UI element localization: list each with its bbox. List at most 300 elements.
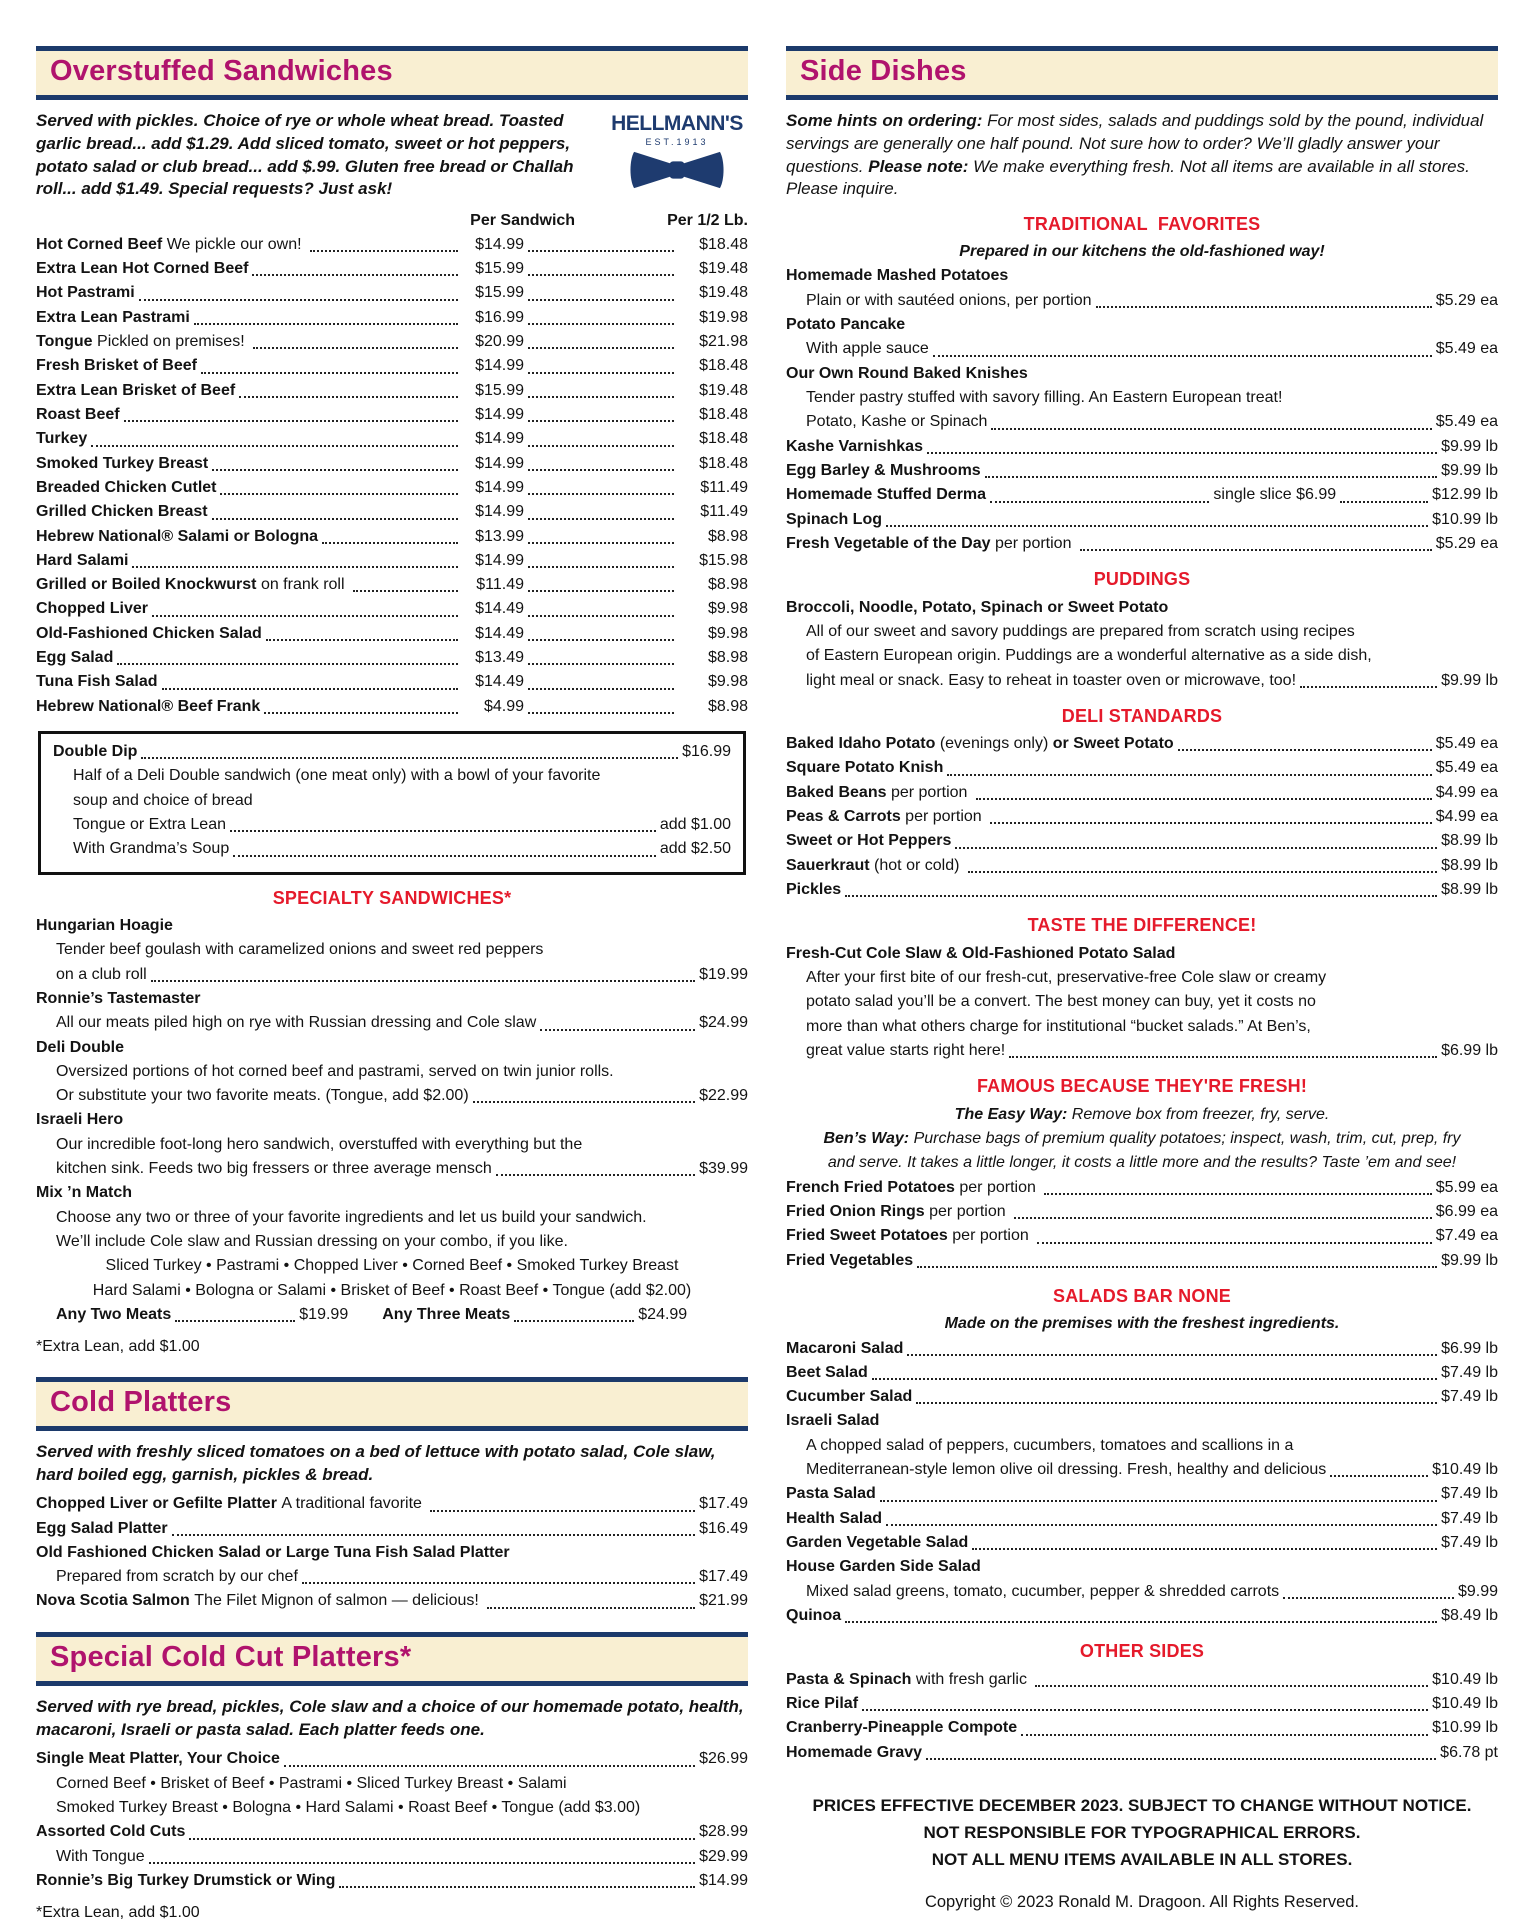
item-price: $10.49 lb — [1432, 1670, 1498, 1688]
section-title: Side Dishes — [800, 55, 967, 87]
item-name: Garden Vegetable Salad — [786, 1534, 969, 1551]
item-text: Mixed salad greens, tomato, cucumber, pepper & shredded carrots — [806, 1582, 1280, 1600]
menu-line — [36, 1772, 748, 1796]
menu-line — [786, 1127, 1498, 1151]
menu-item-row — [36, 354, 748, 378]
section-title: Special Cold Cut Platters* — [50, 1640, 412, 1673]
item-name: Baked Beans — [786, 783, 887, 801]
menu-line — [786, 362, 1498, 386]
dotted-leader — [880, 1500, 1437, 1502]
dotted-leader — [927, 452, 1437, 454]
bowtie-icon — [629, 149, 725, 191]
item-price: $5.29 ea — [1435, 534, 1498, 552]
dotted-leader — [220, 493, 458, 495]
dotted-leader — [528, 420, 674, 422]
menu-line — [786, 410, 1498, 434]
item-price-sandwich: $11.49 — [476, 576, 524, 594]
menu-line — [36, 1181, 748, 1205]
item-price-halflb: $19.48 — [699, 284, 748, 302]
dotted-leader — [955, 847, 1437, 849]
item-price-halflb: $8.98 — [707, 697, 748, 715]
dotted-leader — [862, 1709, 1428, 1711]
item-desc: Pickled on premises! — [92, 333, 250, 351]
item-name: Hebrew National® Beef Frank — [36, 697, 261, 715]
item-price: $6.99 lb — [1441, 1339, 1498, 1357]
dotted-leader — [917, 1266, 1437, 1268]
dotted-leader — [353, 590, 458, 592]
item-name: Prepared in our kitchens the old-fashioned way! — [959, 243, 1325, 261]
copyright-line: Copyright © 2023 Ronald M. Dragoon. All Rights Reserved. — [924, 1893, 1360, 1912]
menu-line — [36, 963, 748, 987]
item-text: great value starts right here! — [806, 1041, 1006, 1059]
dotted-leader — [528, 566, 674, 568]
dotted-leader — [310, 250, 458, 252]
item-text: per portion — [886, 783, 972, 801]
dotted-leader — [528, 615, 674, 617]
any-three-meats-price: $24.99 — [638, 1305, 688, 1323]
dotted-leader — [496, 1174, 695, 1176]
item-price: $9.99 — [1457, 1582, 1498, 1600]
menu-line — [53, 764, 731, 788]
menu-line — [786, 1741, 1498, 1765]
extra-lean-footnote: *Extra Lean, add $1.00 — [36, 1904, 200, 1922]
dotted-leader — [201, 372, 458, 374]
menu-item-row — [36, 379, 748, 403]
dotted-leader — [528, 493, 674, 495]
item-name: Hard Salami — [36, 551, 129, 569]
menu-line — [786, 1580, 1498, 1604]
item-name: Macaroni Salad — [786, 1339, 904, 1357]
item-price-halflb: $18.48 — [699, 430, 748, 448]
item-name: Double Dip — [53, 743, 138, 761]
menu-line — [786, 1176, 1498, 1200]
menu-line — [786, 1434, 1498, 1458]
dotted-leader — [124, 420, 458, 422]
item-price: $6.99 ea — [1435, 1202, 1498, 1220]
dotted-leader — [1080, 549, 1432, 551]
item-name: Health Salad — [786, 1509, 883, 1527]
menu-line — [786, 644, 1498, 668]
item-text: with fresh garlic — [911, 1670, 1032, 1688]
side-dishes-list — [786, 211, 1498, 1765]
item-text: Choose any two or three of your favorite ingredients and let us build your sandwich. — [56, 1208, 647, 1226]
dotted-leader — [302, 1582, 695, 1584]
menu-line — [53, 813, 731, 837]
item-name: Kashe Varnishkas — [786, 437, 923, 455]
item-name: Chopped Liver — [36, 600, 149, 618]
dotted-leader — [1300, 686, 1437, 688]
dotted-leader — [990, 501, 1209, 503]
item-text: Tender pastry stuffed with savory filling. An Eastern European treat! — [806, 389, 1283, 407]
item-price: $29.99 — [699, 1847, 748, 1865]
menu-line — [786, 805, 1498, 829]
item-name: Hungarian Hoagie — [36, 916, 173, 934]
menu-line — [786, 508, 1498, 532]
item-name: House Garden Side Salad — [786, 1558, 981, 1576]
item-price: $6.78 pt — [1440, 1743, 1498, 1761]
menu-line — [786, 912, 1498, 939]
section-special-cold-cut-platters — [36, 1632, 748, 1925]
item-price: $10.99 lb — [1432, 1719, 1498, 1737]
dotted-leader — [872, 1378, 1437, 1380]
menu-item-row — [36, 573, 748, 597]
dotted-leader — [430, 1510, 695, 1512]
menu-item-row — [36, 281, 748, 305]
item-price-sandwich: $15.99 — [475, 260, 524, 278]
side-dishes-intro — [786, 110, 1498, 200]
menu-line — [786, 1385, 1498, 1409]
item-name: DELI STANDARDS — [1061, 705, 1223, 726]
item-price-sandwich: $13.99 — [475, 527, 524, 545]
item-price-sandwich: $14.99 — [475, 454, 524, 472]
hellmanns-logo-name: HELLMANN'S — [611, 112, 743, 136]
menu-line — [786, 732, 1498, 756]
dotted-leader — [528, 347, 674, 349]
legal-notice-line: NOT RESPONSIBLE FOR TYPOGRAPHICAL ERRORS. — [923, 1822, 1361, 1842]
item-text: Purchase bags of premium quality potatoes; inspect, wash, trim, cut, prep, fry — [909, 1129, 1461, 1147]
dotted-leader — [528, 396, 674, 398]
item-price-sandwich: $20.99 — [475, 333, 524, 351]
item-text: on a club roll — [56, 965, 147, 983]
double-dip-box — [38, 731, 746, 875]
dotted-leader — [968, 871, 1437, 873]
menu-item-row — [36, 427, 748, 451]
menu-line — [786, 942, 1498, 966]
dotted-leader — [926, 1758, 1436, 1760]
menu-line — [786, 532, 1498, 556]
item-price: $9.99 lb — [1441, 437, 1498, 455]
item-name: Turkey — [36, 430, 88, 448]
dotted-leader — [528, 323, 674, 325]
item-price: $39.99 — [699, 1160, 748, 1178]
item-name: Ronnie’s Big Turkey Drumstick or Wing — [36, 1871, 336, 1889]
item-price: $7.49 lb — [1441, 1363, 1498, 1381]
menu-line — [36, 1108, 748, 1132]
item-price-sandwich: $15.99 — [475, 284, 524, 302]
item-price-halflb: $15.98 — [699, 551, 748, 569]
intro-text-1: For most sides, salads and puddings sold by the pound, individual servings are generally one half pound. Not sure how to order? We’ll gladly answer your questions. — [786, 111, 1484, 176]
overstuffed-intro-row — [36, 100, 748, 206]
item-price-halflb: $19.48 — [699, 381, 748, 399]
item-price: $5.49 ea — [1435, 735, 1498, 753]
item-mid-note: single slice $6.99 — [1213, 486, 1337, 504]
menu-item-row — [36, 549, 748, 573]
menu-line — [786, 1361, 1498, 1385]
dotted-leader — [139, 299, 458, 301]
dotted-leader — [91, 445, 458, 447]
any-three-meats-label: Any Three Meats — [382, 1305, 511, 1323]
dotted-leader — [149, 1862, 695, 1864]
item-text: per portion — [990, 534, 1076, 552]
item-price: $17.49 — [699, 1568, 748, 1586]
item-text: (hot or cold) — [869, 856, 964, 874]
item-text: After your first bite of our fresh-cut, preservative-free Cole slaw or creamy — [806, 969, 1327, 987]
item-name: Fresh-Cut Cole Slaw & Old-Fashioned Potato Salad — [786, 944, 1176, 962]
menu-line — [36, 914, 748, 938]
dotted-leader — [976, 798, 1432, 800]
item-price: $16.99 — [682, 743, 731, 761]
sandwich-list — [36, 233, 748, 719]
menu-line — [786, 435, 1498, 459]
menu-line — [36, 1157, 748, 1181]
menu-item-row — [36, 476, 748, 500]
menu-line — [786, 669, 1498, 693]
menu-line — [36, 1541, 748, 1565]
dotted-leader — [1330, 1475, 1428, 1477]
cold-platters-intro: Served with freshly sliced tomatoes on a bed of lettuce with potato salad, Cole slaw, hard boiled egg, garnish, pickles & bread. — [36, 1442, 716, 1484]
item-price-halflb: $18.48 — [699, 454, 748, 472]
price-column-headers — [36, 209, 748, 233]
item-name: Peas & Carrots — [786, 808, 901, 826]
item-price-halflb: $11.49 — [700, 503, 748, 521]
dotted-leader — [266, 639, 458, 641]
item-price: $7.49 lb — [1441, 1485, 1498, 1503]
menu-line — [786, 483, 1498, 507]
item-text: Plain or with sautéed onions, per portion — [806, 291, 1092, 309]
menu-item-row — [36, 233, 748, 257]
item-name: Beet Salad — [786, 1363, 868, 1381]
item-text: A traditional favorite — [276, 1495, 427, 1513]
item-name: Homemade Gravy — [786, 1743, 923, 1761]
item-price-halflb: $8.98 — [707, 576, 748, 594]
item-name: Cucumber Salad — [786, 1388, 913, 1406]
dotted-leader — [253, 347, 458, 349]
menu-line — [36, 1011, 748, 1035]
menu-line — [786, 1224, 1498, 1248]
intro-lead-2: Please note: — [868, 156, 969, 176]
menu-line — [786, 1638, 1498, 1665]
item-name: SPECIALTY SANDWICHES* — [272, 887, 512, 908]
menu-line — [36, 1133, 748, 1157]
dotted-leader — [540, 1029, 695, 1031]
item-name: TRADITIONAL FAVORITES — [1023, 213, 1261, 234]
item-name: Roast Beef — [36, 405, 120, 423]
item-price-halflb: $18.48 — [699, 405, 748, 423]
dotted-leader — [990, 822, 1432, 824]
dotted-leader — [132, 566, 458, 568]
item-name: Pickles — [786, 881, 842, 899]
dotted-leader — [172, 1534, 695, 1536]
item-price-halflb: $9.98 — [707, 624, 748, 642]
item-price: $9.99 lb — [1441, 671, 1498, 689]
menu-line — [786, 781, 1498, 805]
dotted-leader — [1340, 501, 1428, 503]
item-price: $14.99 — [699, 1871, 748, 1889]
item-price-sandwich: $16.99 — [475, 308, 524, 326]
item-name: Hebrew National® Salami or Bologna — [36, 527, 319, 545]
menu-line — [786, 211, 1498, 238]
dotted-leader — [528, 274, 674, 276]
menu-line — [786, 1668, 1498, 1692]
item-text: Tongue or Extra Lean — [73, 815, 226, 833]
dotted-leader — [933, 355, 1432, 357]
item-name: Homemade Mashed Potatoes — [786, 267, 1009, 285]
item-name: Breaded Chicken Cutlet — [36, 478, 217, 496]
item-text: We’ll include Cole slaw and Russian dressing on your combo, if you like. — [56, 1233, 568, 1251]
item-name: Old Fashioned Chicken Salad or Large Tuna Fish Salad Platter — [36, 1543, 510, 1561]
item-text: more than what others charge for institutional “bucket salads.” At Ben’s, — [806, 1017, 1311, 1035]
dotted-leader — [886, 525, 1428, 527]
item-name: SALADS BAR NONE — [1052, 1285, 1231, 1306]
menu-line — [786, 1555, 1498, 1579]
dotted-leader — [1021, 1734, 1428, 1736]
dotted-leader — [528, 663, 674, 665]
item-name: Fresh Brisket of Beef — [36, 357, 197, 375]
dotted-leader — [528, 712, 674, 714]
item-price: add $1.00 — [659, 815, 731, 833]
item-name: Baked Idaho Potato — [786, 735, 936, 753]
dotted-leader — [239, 396, 458, 398]
dotted-leader — [528, 639, 674, 641]
item-price-sandwich: $14.99 — [475, 405, 524, 423]
item-text: of Eastern European origin. Puddings are a wonderful alternative as a side dish, — [806, 647, 1372, 665]
dotted-leader — [972, 1548, 1437, 1550]
item-name: Assorted Cold Cuts — [36, 1823, 186, 1841]
item-name: Potato Pancake — [786, 316, 906, 334]
menu-line — [53, 740, 731, 764]
item-price-halflb: $19.48 — [699, 260, 748, 278]
dotted-leader — [1283, 1597, 1454, 1599]
item-text: Prepared from scratch by our chef — [56, 1568, 298, 1586]
item-name: Square Potato Knish — [786, 759, 944, 777]
menu-line — [786, 1283, 1498, 1310]
item-name: Nova Scotia Salmon — [36, 1592, 190, 1610]
section-side-dishes — [786, 46, 1498, 1912]
item-price-sandwich: $13.49 — [475, 649, 524, 667]
menu-line — [786, 264, 1498, 288]
item-text: Or substitute your two favorite meats. (Tongue, add $2.00) — [56, 1087, 469, 1105]
item-name: Our Own Round Baked Knishes — [786, 364, 1028, 382]
menu-line — [786, 566, 1498, 593]
menu-line — [36, 1230, 748, 1254]
item-name: Cranberry-Pineapple Compote — [786, 1719, 1018, 1737]
item-price: $4.99 ea — [1435, 783, 1498, 801]
menu-line — [786, 1337, 1498, 1361]
item-price-halflb: $8.98 — [707, 649, 748, 667]
dotted-leader — [339, 1886, 695, 1888]
item-name: Tuna Fish Salad — [36, 673, 158, 691]
menu-line — [36, 1279, 748, 1303]
menu-line — [36, 1565, 748, 1589]
item-name: Israeli Salad — [786, 1412, 880, 1430]
overstuffed-intro: Served with pickles. Choice of rye or whole wheat bread. Toasted garlic bread... add $1.29. Add sliced tomato, sweet or hot peppers, potato salad or club bread... add $.99. Gluten free bread or Challah roll... add $1.49. Special requests? Just ask! — [36, 111, 574, 199]
item-name: FAMOUS BECAUSE THEY'RE FRESH! — [976, 1076, 1308, 1097]
intro-text-2: We make everything fresh. Not all items are available in all stores. Please inquire. — [786, 156, 1470, 199]
item-text: per portion — [954, 1178, 1041, 1196]
menu-line — [786, 289, 1498, 313]
dotted-leader — [1178, 749, 1432, 751]
item-price-halflb: $9.98 — [707, 673, 748, 691]
item-name: Egg Salad Platter — [36, 1519, 168, 1537]
dotted-leader — [991, 428, 1431, 430]
menu-item-row — [36, 330, 748, 354]
menu-item-row — [36, 306, 748, 330]
hellmanns-logo — [606, 100, 748, 196]
dotted-leader — [212, 518, 458, 520]
item-price: $22.99 — [699, 1087, 748, 1105]
menu-line — [36, 1796, 748, 1820]
menu-item-row — [36, 670, 748, 694]
legal-notices — [786, 1793, 1498, 1874]
item-name: Ronnie’s Tastemaster — [36, 989, 201, 1007]
item-price: $19.99 — [699, 965, 748, 983]
item-text: With Grandma’s Soup — [73, 840, 230, 858]
item-name: Israeli Hero — [36, 1111, 124, 1129]
right-column — [786, 46, 1498, 1929]
menu-line — [786, 1482, 1498, 1506]
dotted-leader — [907, 1354, 1437, 1356]
item-price: $5.49 ea — [1435, 340, 1498, 358]
menu-line — [36, 1517, 748, 1541]
dotted-leader — [230, 830, 656, 832]
item-price: $7.49 ea — [1435, 1227, 1498, 1245]
item-price-halflb: $8.98 — [707, 527, 748, 545]
menu-line — [786, 240, 1498, 264]
menu-line — [786, 1458, 1498, 1482]
item-text: per portion — [947, 1227, 1034, 1245]
item-text: Remove box from freezer, fry, serve. — [1067, 1105, 1330, 1123]
item-name: Pasta & Spinach — [786, 1670, 912, 1688]
menu-line — [36, 885, 748, 912]
item-name: Extra Lean Pastrami — [36, 308, 190, 326]
dotted-leader — [151, 980, 695, 982]
item-text: A chopped salad of peppers, cucumbers, tomatoes and scallions in a — [806, 1436, 1294, 1454]
item-text: kitchen sink. Feeds two big fressers or three average mensch — [56, 1160, 492, 1178]
overstuffed-banner — [36, 46, 748, 100]
item-text: With Tongue — [56, 1847, 145, 1865]
item-text: soup and choice of bread — [73, 791, 253, 809]
item-price: $8.49 lb — [1441, 1606, 1498, 1624]
menu-line — [53, 837, 731, 861]
any-two-meats-label: Any Two Meats — [56, 1305, 172, 1323]
item-price-halflb: $9.98 — [707, 600, 748, 618]
item-price-sandwich: $4.99 — [483, 697, 524, 715]
item-price: $8.99 lb — [1441, 881, 1498, 899]
menu-line — [786, 1039, 1498, 1063]
menu-line — [786, 1409, 1498, 1433]
menu-line — [36, 1845, 748, 1869]
legal-notice-line: PRICES EFFECTIVE DECEMBER 2023. SUBJECT TO CHANGE WITHOUT NOTICE. — [812, 1795, 1472, 1815]
item-price-halflb: $21.98 — [699, 333, 748, 351]
item-price: $10.99 lb — [1432, 510, 1498, 528]
item-price: $8.99 lb — [1441, 832, 1498, 850]
menu-line — [786, 1015, 1498, 1039]
item-price-sandwich: $14.99 — [475, 235, 524, 253]
menu-line — [786, 459, 1498, 483]
item-price-sandwich: $14.99 — [475, 478, 524, 496]
item-text: Mediterranean-style lemon olive oil dressing. Fresh, healthy and delicious — [806, 1461, 1327, 1479]
item-price-sandwich: $14.49 — [475, 624, 524, 642]
item-name: Mix ’n Match — [36, 1184, 133, 1202]
item-price: $4.99 ea — [1435, 808, 1498, 826]
item-price: $12.99 lb — [1432, 486, 1498, 504]
menu-line — [36, 1254, 748, 1278]
menu-line — [786, 337, 1498, 361]
item-name: Rice Pilaf — [786, 1694, 859, 1712]
item-text: light meal or snack. Easy to reheat in toaster oven or microwave, too! — [806, 671, 1297, 689]
item-text: Hard Salami • Bologna or Salami • Brisket of Beef • Roast Beef • Tongue (add $2.00) — [92, 1281, 692, 1299]
menu-item-row — [36, 646, 748, 670]
section-cold-platters — [36, 1377, 748, 1614]
menu-line — [786, 596, 1498, 620]
item-price-halflb: $18.48 — [699, 357, 748, 375]
item-text: Corned Beef • Brisket of Beef • Pastrami • Sliced Turkey Breast • Salami — [56, 1774, 567, 1792]
dotted-leader — [528, 445, 674, 447]
menu-line — [36, 1492, 748, 1516]
menu-item-row — [36, 525, 748, 549]
dotted-leader — [487, 1607, 695, 1609]
item-price: $28.99 — [699, 1823, 748, 1841]
